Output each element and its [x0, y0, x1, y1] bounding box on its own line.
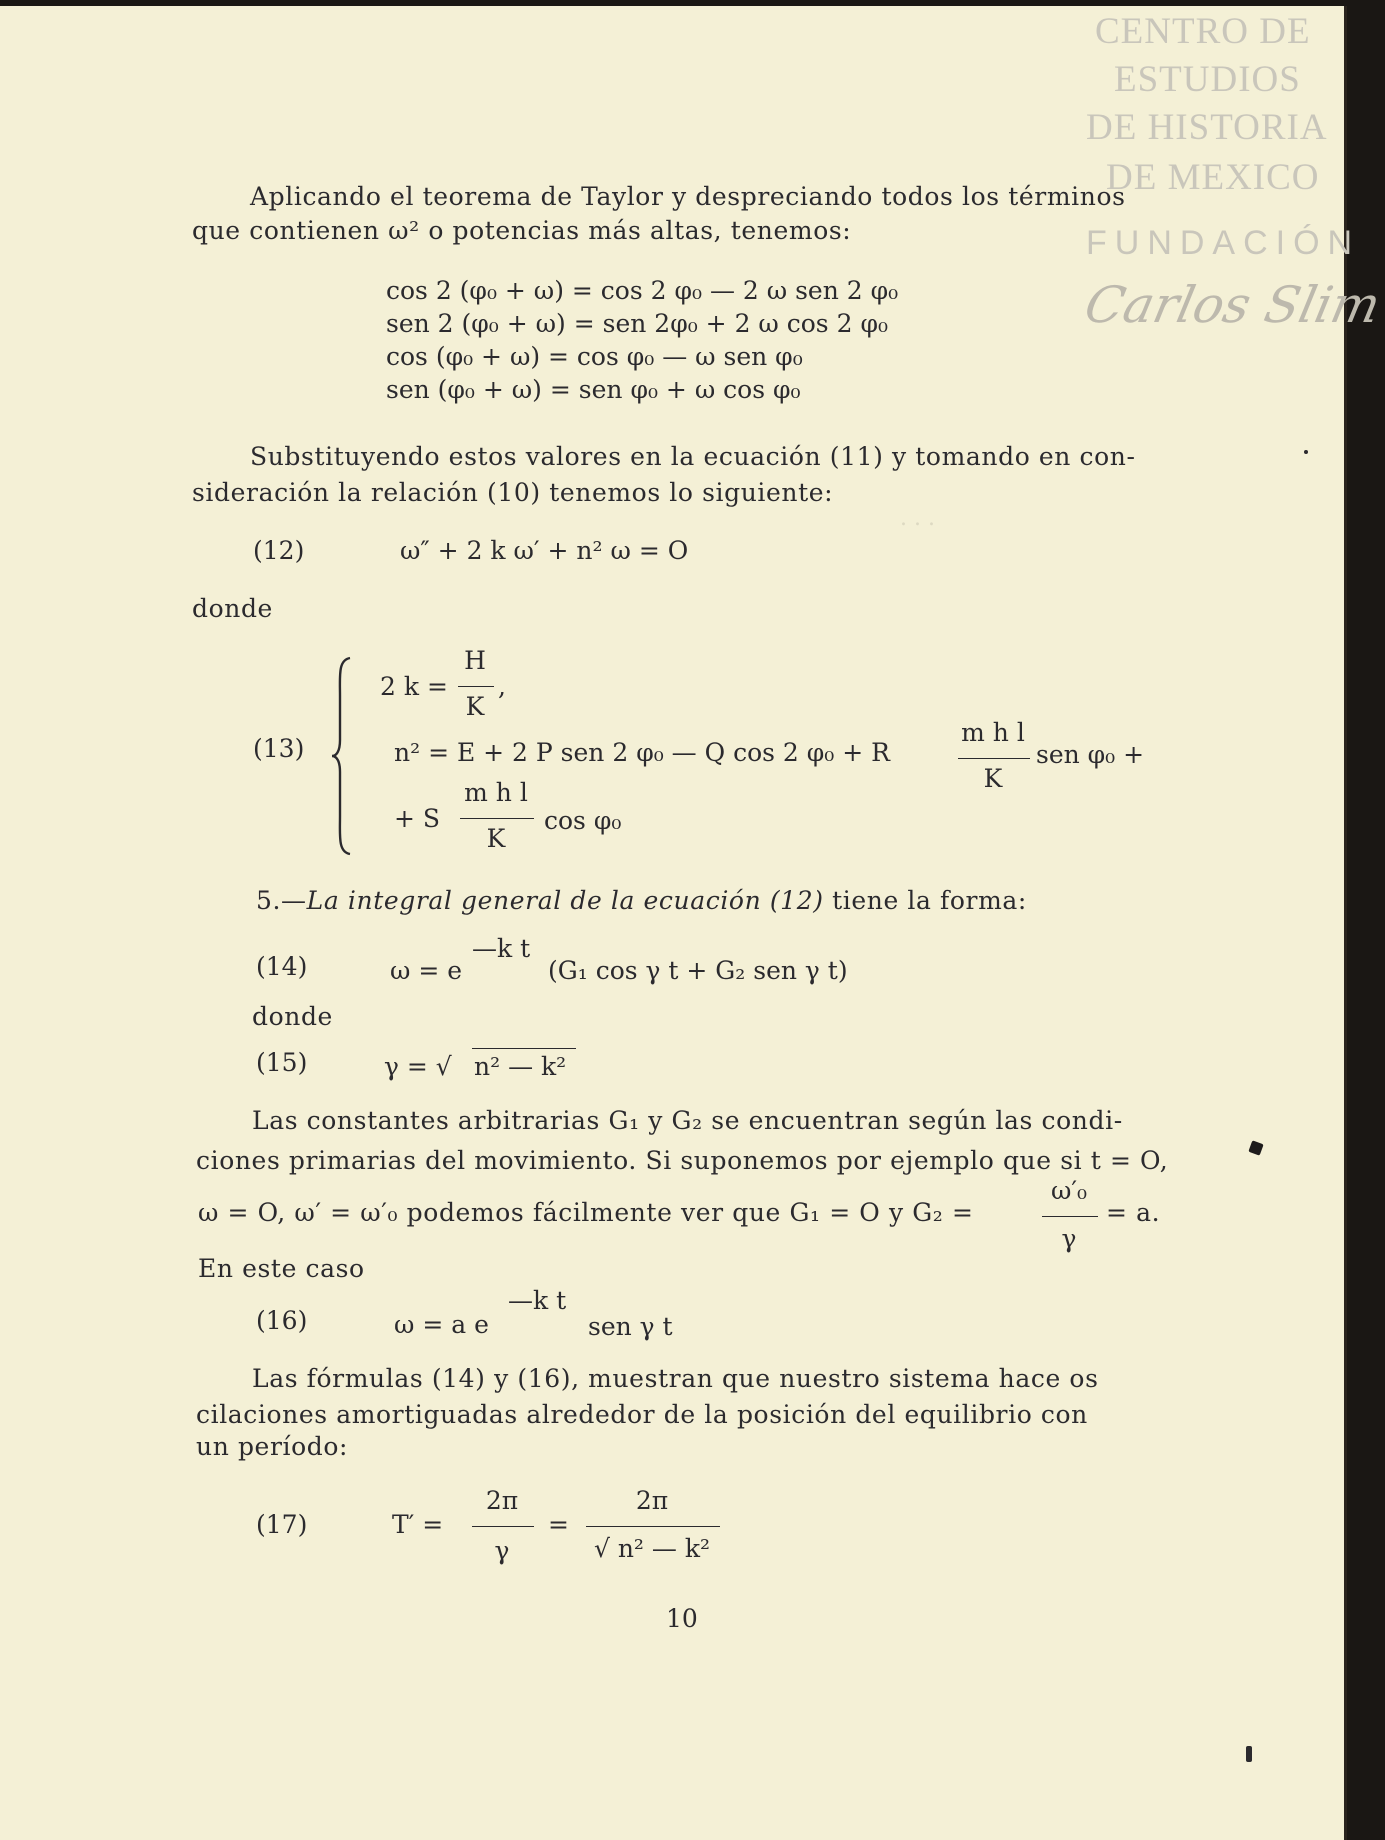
eq13-b-left: n² = E + 2 P sen 2 φ₀ — Q cos 2 φ₀ + R [394, 738, 890, 767]
eq13-a-denominator: K [465, 692, 485, 721]
eq13-c-fraction-bar [460, 818, 534, 819]
section-5-heading [256, 886, 1027, 915]
eq17-fraction-1-bar [472, 1526, 534, 1527]
eq14-rhs: (G₁ cos γ t + G₂ sen γ t) [548, 956, 848, 985]
eq13-a-numerator: H [464, 646, 486, 675]
book-page [0, 6, 1385, 1840]
eq17-fraction-1-denominator: γ [494, 1536, 510, 1565]
en-este-caso: En este caso [198, 1254, 365, 1283]
taylor-eq-3: cos (φ₀ + ω) = cos φ₀ — ω sen φ₀ [386, 342, 803, 371]
donde-2: donde [252, 1002, 333, 1031]
intro-line-1: Aplicando el teorema de Taylor y despreciando todos los términos [250, 182, 1126, 211]
watermark-line-5: FUNDACIÓN [1086, 224, 1361, 262]
ink-dot [1304, 450, 1308, 454]
eq13-b-tail: sen φ₀ + [1036, 740, 1145, 769]
section-5-italic-title: La integral general de la ecuación (12) [306, 886, 824, 915]
constantes-line-2: ciones primarias del movimiento. Si suponemos por ejemplo que si t = O, [196, 1146, 1169, 1175]
eq13-c-left: + S [394, 804, 441, 833]
eq16-lhs: ω = a e [394, 1310, 489, 1339]
eq13-b-denominator: K [983, 764, 1003, 793]
eq14-lhs: ω = e [390, 956, 463, 985]
watermark-line-1: CENTRO DE [1095, 11, 1311, 52]
watermark-line-2: ESTUDIOS [1114, 59, 1301, 100]
subst-line-2: sideración la relación (10) tenemos lo siguiente: [192, 478, 834, 507]
eq13-c-tail: cos φ₀ [544, 806, 622, 835]
eq17-fraction-2-numerator: 2π [635, 1486, 669, 1515]
watermark-line-3: DE HISTORIA [1086, 107, 1328, 148]
taylor-eq-2: sen 2 (φ₀ + ω) = sen 2φ₀ + 2 ω cos 2 φ₀ [386, 309, 888, 338]
constantes-line-3: ω = O, ω′ = ω′₀ podemos fácilmente ver que G₁ = O y G₂ = [198, 1198, 974, 1227]
eq12-body: ω″ + 2 k ω′ + n² ω = O [400, 536, 689, 565]
page-number: 10 [666, 1604, 698, 1633]
eq13-number: (13) [253, 734, 305, 763]
watermark-line-4: DE MEXICO [1106, 157, 1320, 198]
eq17-fraction-1-numerator: 2π [485, 1486, 519, 1515]
eq13-b-fraction-bar [958, 758, 1030, 759]
taylor-eq-4: sen (φ₀ + ω) = sen φ₀ + ω cos φ₀ [386, 375, 801, 404]
formulas-line-3: un período: [196, 1432, 349, 1461]
formulas-line-1: Las fórmulas (14) y (16), muestran que nuestro sistema hace os [252, 1364, 1099, 1393]
constantes-fraction-bar [1042, 1216, 1098, 1217]
eq17-lhs: T′ = [392, 1510, 444, 1539]
eq16-rhs: sen γ t [588, 1312, 673, 1341]
constantes-fraction-denominator: γ [1061, 1224, 1077, 1253]
eq13-b-numerator: m h l [961, 718, 1025, 747]
section-5-number: 5.— [256, 886, 307, 915]
section-5-rest: tiene la forma: [823, 886, 1027, 915]
donde-1: donde [192, 594, 273, 623]
eq13-c-numerator: m h l [464, 778, 528, 807]
eq14-exponent: —k t [472, 934, 531, 963]
eq15-lhs: γ = √ [384, 1052, 452, 1081]
ink-mark [1246, 1746, 1252, 1762]
constantes-fraction-numerator: ω′₀ [1050, 1176, 1088, 1205]
constantes-line-3-tail: = a. [1106, 1198, 1161, 1227]
intro-line-2: que contienen ω² o potencias más altas, tenemos: [192, 216, 852, 245]
constantes-line-1: Las constantes arbitrarias G₁ y G₂ se encuentran según las condi- [252, 1106, 1123, 1135]
eq13-a-tail: , [498, 672, 506, 701]
eq16-number: (16) [256, 1306, 308, 1335]
eq16-exponent: —k t [508, 1286, 567, 1315]
eq15-number: (15) [256, 1048, 308, 1077]
left-brace [330, 656, 352, 856]
bleed-through-mark: . . . [900, 506, 935, 531]
subst-line-1: Substituyendo estos valores en la ecuación (11) y tomando en con- [250, 442, 1136, 471]
eq13-a-fraction-bar [458, 686, 494, 687]
eq17-fraction-2-denominator: √ n² — k² [593, 1534, 711, 1563]
watermark-signature: Carlos Slim [1079, 276, 1385, 334]
formulas-line-2: cilaciones amortiguadas alrededor de la posición del equilibrio con [196, 1400, 1088, 1429]
ink-speck [1248, 1140, 1263, 1155]
eq17-fraction-2-bar [586, 1526, 720, 1527]
eq17-equals: = [548, 1510, 569, 1539]
eq14-number: (14) [256, 952, 308, 981]
eq13-a-left: 2 k = [380, 672, 448, 701]
eq17-number: (17) [256, 1510, 308, 1539]
eq12-number: (12) [253, 536, 305, 565]
eq15-radicand: n² — k² [474, 1052, 567, 1081]
taylor-eq-1: cos 2 (φ₀ + ω) = cos 2 φ₀ — 2 ω sen 2 φ₀ [386, 276, 899, 305]
eq13-c-denominator: K [486, 824, 506, 853]
eq15-radical-bar [472, 1048, 576, 1049]
